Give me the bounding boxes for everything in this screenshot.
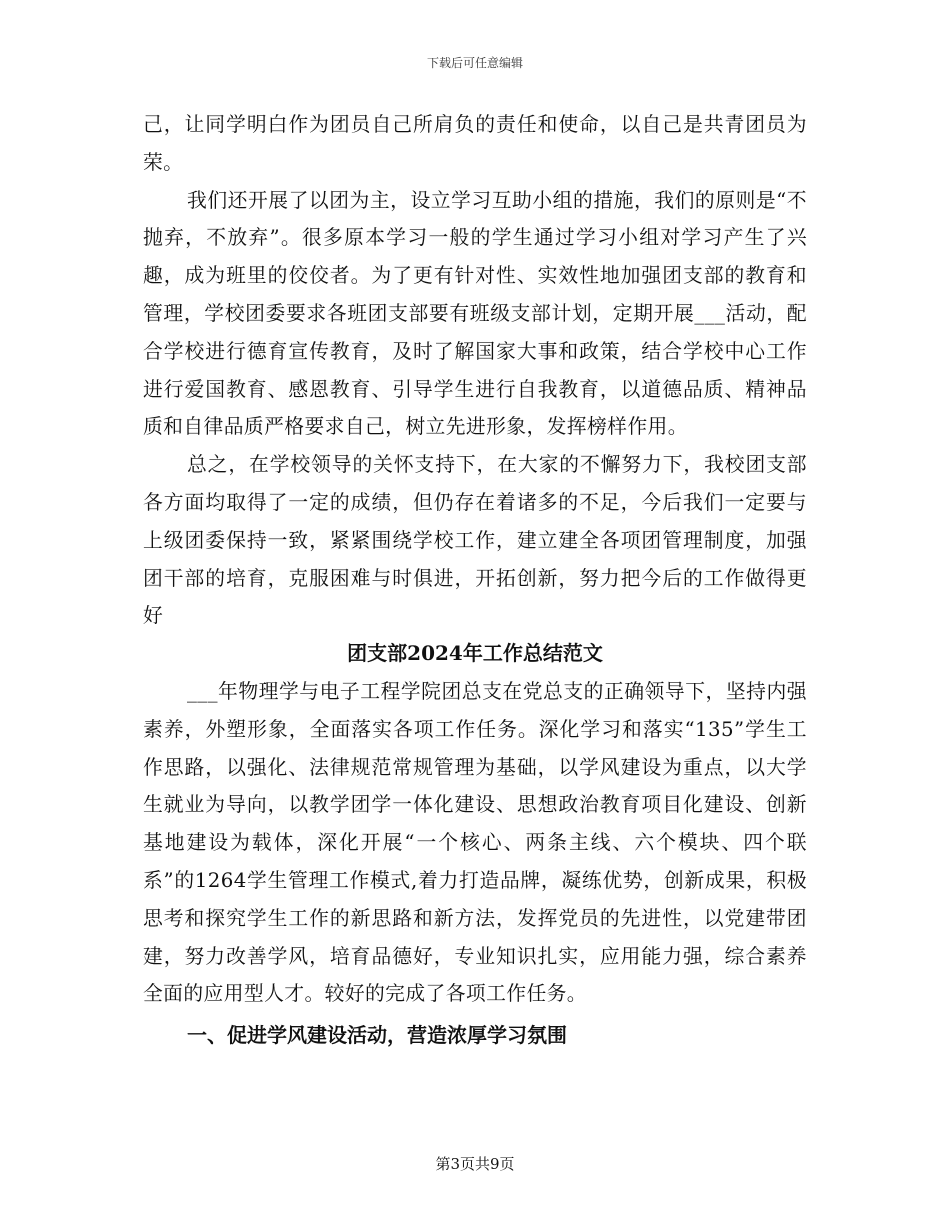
page-footer: 第3页共9页 (435, 1155, 515, 1173)
paragraph-conclusion: 总之，在学校领导的关怀支持下，在大家的不懈努力下，我校团支部各方面均取得了一定的成绩，但仍存在着诸多的不足，今后我们一定要与上级团委保持一致，紧紧围绕学校工作，建立建全各项团管理制度，加强团干部的培育，克服困难与时俱进，开拓创新，努力把今后的工作做得更好 (143, 453, 807, 628)
paragraph-section-intro: ___年物理学与电子工程学院团总支在党总支的正确领导下，坚持内强素养，外塑形象，全面落实各项工作任务。深化学习和落实“135”学生工作思路，以强化、法律规范常规管理为基础，以学风建设为重点，以大学生就业为导向，以教学团学一体化建设、思想政治教育项目化建设、创新基地建设为载体，深化开展“一个核心、两条主线、六个模块、四个联系”的1264学生管理工作模式,着力打造品牌，凝练优势，创新成果，积极思考和探究学生工作的新思路和新方法，发挥党员的先进性，以党建带团建，努力改善学风，培育品德好，专业知识扎实，应用能力强，综合素养全面的应用型人才。较好的完成了各项工作任务。 (143, 679, 807, 1006)
document-body (143, 106, 807, 1055)
paragraph-continued: 己，让同学明白作为团员自己所肩负的责任和使命，以自己是共青团员为荣。 (143, 113, 807, 174)
page-header: 下载后可任意编辑 (426, 56, 523, 70)
section-title: 团支部2024年工作总结范文 (347, 641, 603, 666)
paragraph-study-groups: 我们还开展了以团为主，设立学习互助小组的措施，我们的原则是“不抛弃，不放弃”。很多原本学习一般的学生通过学习小组对学习产生了兴趣，成为班里的佼佼者。为了更有针对性、实效性地加强团支部的教育和管理，学校团委要求各班团支部要有班级支部计划，定期开展___活动，配合学校进行德育宣传教育，及时了解国家大事和政策，结合学校中心工作进行爱国教育、感恩教育、引导学生进行自我教育，以道德品质、精神品质和自律品质严格要求自己，树立先进形象，发挥榜样作用。 (143, 188, 807, 439)
subheading: 一、促进学风建设活动，营造浓厚学习氛围 (187, 1023, 567, 1048)
